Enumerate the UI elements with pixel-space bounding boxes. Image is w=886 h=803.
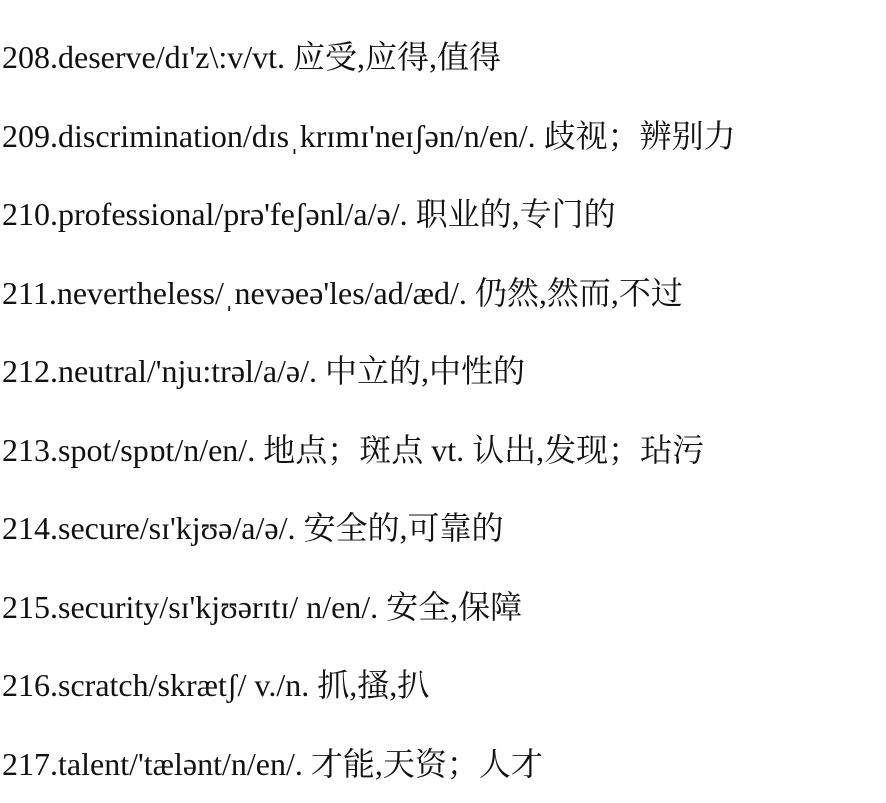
vocab-entry-215: 215.security/sɪ'kjʊərɪtɪ/ n/en/. 安全,保障 — [0, 568, 886, 647]
vocab-entry-208: 208.deserve/dɪ'z\:v/vt. 应受,应得,值得 — [0, 18, 886, 97]
vocab-entry-216: 216.scratch/skrætʃ/ v./n. 抓,搔,扒 — [0, 646, 886, 725]
vocabulary-list — [0, 18, 886, 803]
vocab-entry-209: 209.discrimination/dɪsˌkrɪmɪ'neɪʃən/n/en/. 歧视；辨别力 — [0, 97, 886, 176]
vocab-entry-212: 212.neutral/'nju:trəl/a/ə/. 中立的,中性的 — [0, 332, 886, 411]
vocab-entry-213: 213.spot/spɒt/n/en/. 地点；斑点 vt. 认出,发现；玷污 — [0, 411, 886, 490]
vocab-entry-214: 214.secure/sɪ'kjʊə/a/ə/. 安全的,可靠的 — [0, 489, 886, 568]
vocab-entry-211: 211.nevertheless/ˌnevəeə'les/ad/æd/. 仍然,然而,不过 — [0, 254, 886, 333]
vocab-entry-217: 217.talent/'tælənt/n/en/. 才能,天资；人才 — [0, 725, 886, 803]
vocab-entry-210: 210.professional/prə'feʃənl/a/ə/. 职业的,专门的 — [0, 175, 886, 254]
